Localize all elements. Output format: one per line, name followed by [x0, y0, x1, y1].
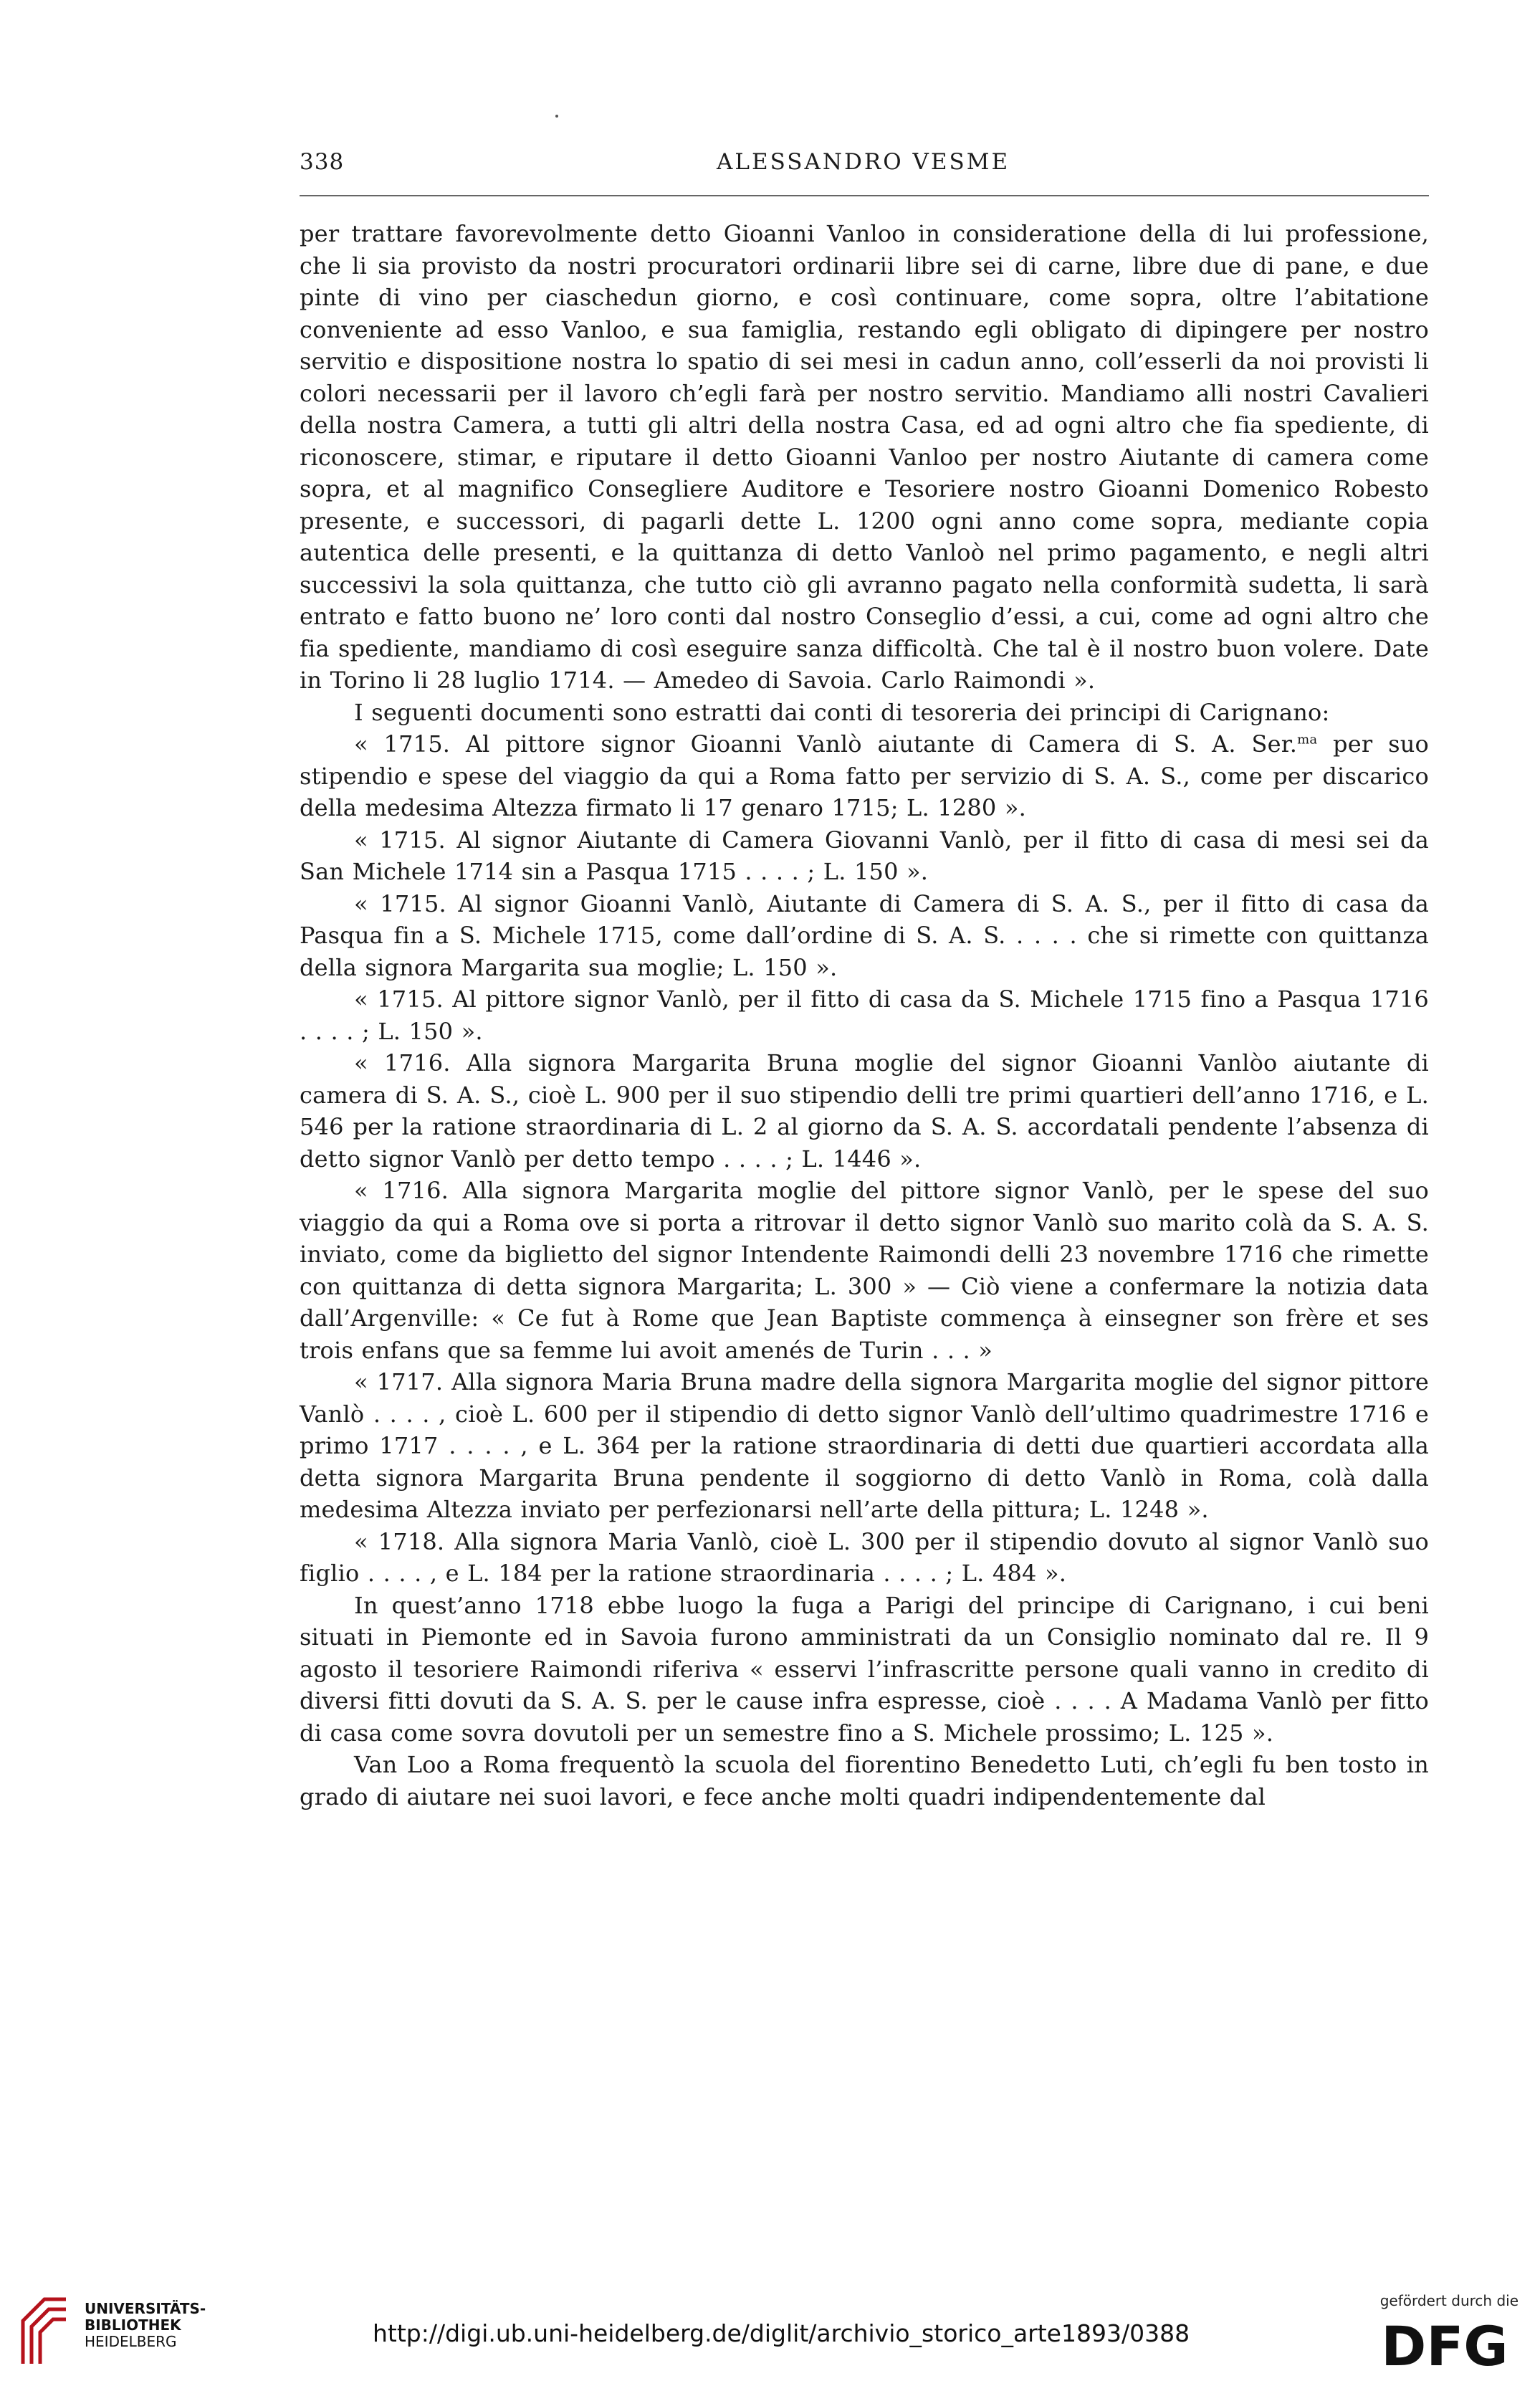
- university-library-logo-icon: [16, 2292, 72, 2369]
- paragraph: « 1715. Al pittore signor Vanlò, per il fitto di casa da S. Michele 1715 fino a Pasqua 1716 . . . . ; L. 150 ».: [300, 985, 1429, 1045]
- paragraph: In quest’anno 1718 ebbe luogo la fuga a Parigi del principe di Carignano, i cui beni situati in Piemonte ed in Savoia furono amministrati da un Consiglio nominato dal re. Il 9 agosto il tesoriere Raimondi riferiva « esservi l’infrascritte persone quali vanno in credito di diversi fitti dovuti da S. A. S. per le cause infra espresse, cioè . . . . A Madama Vanlò per fitto di casa come sovra dovutoli per un semestre fino a S. Michele prossimo; L. 125 ».: [300, 1591, 1429, 1747]
- header-rule: [300, 195, 1429, 196]
- dfg-caption: gefördert durch die: [1379, 2292, 1519, 2309]
- body-text: [300, 218, 1429, 1813]
- paragraph: [300, 728, 1429, 824]
- paragraph: per trattare favorevolmente detto Gioanni Vanloo in consideratione della di lui professione, che li sia provisto da nostri procuratori ordinarii libre sei di carne, libre due di pane, e due pinte di vino per ciaschedun giorno, e così continuare, come sopra, oltre l’abitatione conveniente ad esso Vanloo, e sua famiglia, restando egli obligato di dipingere per nostro servitio e dispositione nostra lo spatio di sei mesi in cadun anno, coll’esserli da noi provisti li colori necessarii per il lavoro ch’egli farà per nostro servitio. Mandiamo alli nostri Cavalieri della nostra Camera, a tutti gli altri della nostra Casa, ed ad ogni altro che fia spediente, di riconoscere, stimar, e riputare il detto Gioanni Vanloo per nostro Aiutante di camera come sopra, et al magnifico Consegliere Auditore e Tesoriere nostro Gioanni Domenico Robesto presente, e successori, di pagarli dette L. 1200 ogni anno come sopra, mediante copia autentica delle presenti, e la quittanza di detto Vanloò nel primo pagamento, e negli altri successivi la sola quittanza, che tutto ciò gli avranno pagato nella conformità sudetta, li sarà entrato e fatto buono ne’ loro conti dal nostro Conseglio d’essi, a cui, come ad ogni altro che fia spediente, mandiamo di così eseguire sanza difficoltà. Che tal è il nostro buon volere. Date in Torino li 28 luglio 1714. — Amedeo di Savoia. Carlo Raimondi ».: [300, 220, 1429, 694]
- footer: [0, 2265, 1540, 2391]
- paragraph-text: per suo stipendio e spese del viaggio da qui a Roma fatto per servizio di S. A. S., come per discarico della medesima Altezza firmato li 17 genaro 1715; L. 1280 ».: [300, 730, 1429, 821]
- superscript: ma: [1297, 732, 1318, 748]
- library-name-line: HEIDELBERG: [85, 2333, 177, 2350]
- running-head: ALESSANDRO VESME: [717, 149, 1010, 175]
- library-name-line: BIBLIOTHEK: [85, 2316, 181, 2334]
- paragraph: « 1718. Alla signora Maria Vanlò, cioè L. 300 per il stipendio dovuto al signor Vanlò suo figlio . . . . , e L. 184 per la ratione straordinaria . . . . ; L. 484 ».: [300, 1527, 1429, 1587]
- source-url-link[interactable]: http://digi.ub.uni-heidelberg.de/diglit/archivio_storico_arte1893/0388: [373, 2319, 1190, 2347]
- print-speck: [555, 115, 558, 118]
- paragraph: « 1716. Alla signora Margarita moglie del pittore signor Vanlò, per le spese del suo viaggio da qui a Roma ove si porta a ritrovar il detto signor Vanlò suo marito colà da S. A. S. inviato, come da biglietto del signor Intendente Raimondi delli 23 novembre 1716 che rimette con quittanza di detta signora Margarita; L. 300 » — Ciò viene a confermare la notizia data dall’Argenville: « Ce fut à Rome que Jean Baptiste commença à einsegner son frère et ses trois enfans que sa femme lui avoit amenés de Turin . . . »: [300, 1177, 1429, 1364]
- paragraph: I seguenti documenti sono estratti dai conti di tesoreria dei principi di Carignano:: [354, 698, 1330, 726]
- page-number: 338: [300, 149, 345, 175]
- dfg-logo-icon: [1369, 2315, 1520, 2372]
- paragraph: « 1716. Alla signora Margarita Bruna moglie del signor Gioanni Vanlòo aiutante di camera di S. A. S., cioè L. 900 per il suo stipendio delli tre primi quartieri dell’anno 1716, e L. 546 per la ratione straordinaria di L. 2 al giorno da S. A. S. accordatali pendente l’absenza di detto signor Vanlò per detto tempo . . . . ; L. 1446 ».: [300, 1049, 1429, 1173]
- paragraph: « 1717. Alla signora Maria Bruna madre della signora Margarita moglie del signor pittore Vanlò . . . . , cioè L. 600 per il stipendio di detto signor Vanlò dell’ultimo quadrimestre 1716 e primo 1717 . . . . , e L. 364 per la ratione straordinaria di detti due quartieri accordata alla detta signora Margarita Bruna pendente il soggiorno di detto Vanlò in Roma, colà dalla medesima Altezza inviato per perfezionarsi nell’arte della pittura; L. 1248 ».: [300, 1368, 1429, 1523]
- paragraph: « 1715. Al signor Gioanni Vanlò, Aiutante di Camera di S. A. S., per il fitto di casa da Pasqua fin a S. Michele 1715, come dall’ordine di S. A. S. . . . . che si rimette con quittanza della signora Margarita sua moglie; L. 150 ».: [300, 889, 1429, 981]
- library-name-line: UNIVERSITÄTS-: [85, 2300, 206, 2317]
- paragraph: Van Loo a Roma frequentò la scuola del fiorentino Benedetto Luti, ch’egli fu ben tosto in grado di aiutare nei suoi lavori, e fece anche molti quadri indipendentemente dal: [300, 1751, 1429, 1810]
- dfg-logo-text: DFG: [1381, 2315, 1508, 2372]
- library-name: [85, 2301, 206, 2350]
- paragraph-text: « 1715. Al pittore signor Gioanni Vanlò aiutante di Camera di S. A. Ser.: [354, 730, 1298, 758]
- paragraph: « 1715. Al signor Aiutante di Camera Giovanni Vanlò, per il fitto di casa di mesi sei da San Michele 1714 sin a Pasqua 1715 . . . . ; L. 150 ».: [300, 826, 1429, 885]
